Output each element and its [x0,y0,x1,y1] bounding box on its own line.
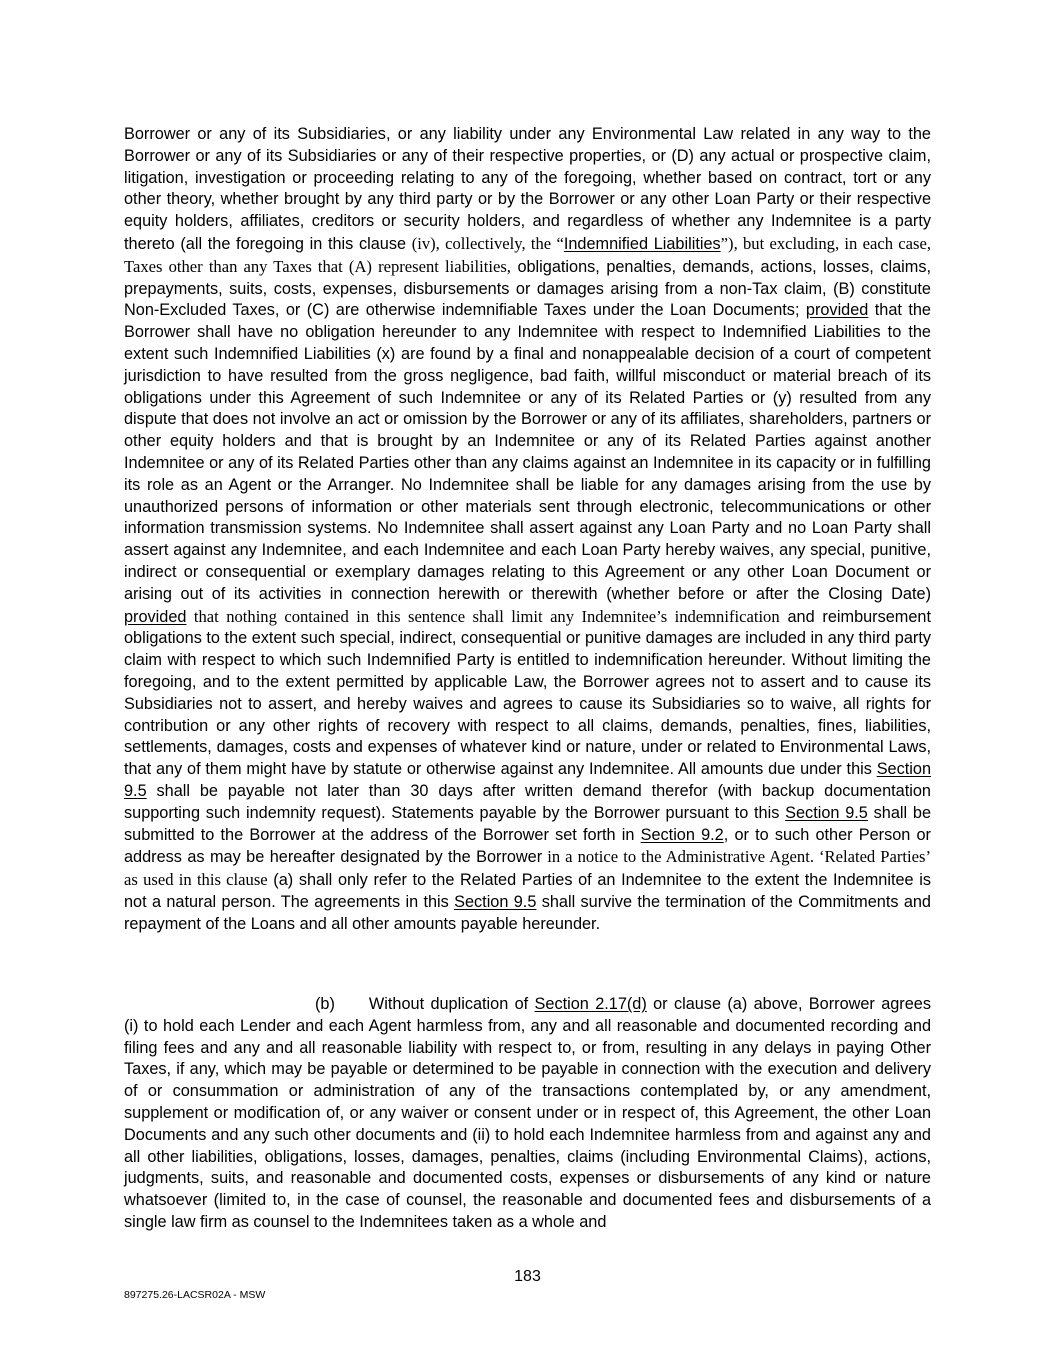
text-run: (a) shall only refer to the Related Parties of an Indemnitee to the extent the Indemnitee is not a natural person. The agreements in this [124,871,931,911]
proviso-term: provided [805,301,869,320]
text-run: Borrower or any of its Subsidiaries, or any liability under any Environmental Law related in any way to the Borrower or any of its Subsidiaries or any of their respective properties, or (D) any actual or prospective claim, litigation, investigation or proceeding relating to any of the foregoing, whether based on contract, tort or any other theory, whether brought by any third party or by the Borrower or any other Loan Party or their respective equity holders, affiliates, creditors or security holders, and regardless of whether any Indemnitee is a party thereto (all the foregoing in this clause [124,125,931,253]
text-run: ”), but excluding, in each case, Taxes other than any Taxes that (A) represent liabilities, [124,233,931,276]
section-reference: Section 9.5 [454,892,537,911]
section-reference: Section 9.5 [785,803,868,822]
text-run: Without duplication of [368,995,535,1013]
page-number: 183 [514,1268,541,1285]
section-reference: Section 9.2 [640,825,724,844]
text-run: in a notice to the Administrative Agent. ‘Related Parties’ as used in this clause [124,847,931,890]
text-run: and reimbursement obligations to the extent such special, indirect, consequential or punitive damages are included in any third party claim with respect to which such Indemnified Party is entitled to indemnification hereunder. Without limiting the foregoing, and to the extent permitted by applicable Law, the Borrower agrees not to assert and to cause its Subsidiaries not to assert, and hereby waives and agrees to cause its Subsidiaries so to waive, all rights for contribution or any other rights of recovery with respect to all claims, demands, penalties, fines, liabilities, settlements, damages, costs and expenses of whatever kind or nature, under or related to Environmental Laws, that any of them might have by statute or otherwise against any Indemnitee. All amounts due under this [124,607,931,779]
defined-term-indemnified-liabilities: Indemnified Liabilities [563,234,721,253]
text-run: shall survive the termination of the Commitments and repayment of the Loans and all other amounts payable hereunder. [124,892,931,933]
document-id-footer: 897275.26-LACSR02A - MSW [124,1289,266,1301]
text-run: or clause (a) above, Borrower agrees (i) to hold each Lender and each Agent harmless from, any and all reasonable and documented recording and filing fees and any and all reasonable liability with respect to, or from, resulting in any delays in paying Other Taxes, if any, which may be payable or determined to be payable in connection with the execution and delivery of or consummation or administration of any of the transactions contemplated by, or any amendment, supplement or modification of, or any waiver or consent under or in respect of, this Agreement, the other Loan Documents and any such other documents and (ii) to hold each Indemnitee harmless from and against any and all other liabilities, obligations, losses, damages, penalties, claims (including Environmental Claims), actions, judgments, suits, and reasonable and documented costs, expenses or disbursements of any kind or nature whatsoever (limited to, in the case of counsel, the reasonable and documented fees and disbursements of a single law firm as counsel to the Indemnitees taken as a whole and [124,995,931,1231]
clause-label: (b) [315,995,335,1013]
text-run: (iv), collectively, the “ [411,233,564,253]
paragraph-indemnification-a [124,124,931,935]
proviso-term: provided [124,607,187,626]
text-run: that nothing contained in this sentence shall limit any Indemnitee’s indemnification [186,606,780,626]
text-run: shall be payable not later than 30 days after written demand therefor (with backup documentation supporting such indemnity request). Statements payable by the Borrower pursuant to this [124,781,931,822]
text-run: obligations, penalties, demands, actions, losses, claims, prepayments, suits, costs, expenses, disbursements or damages arising from a non-Tax claim, (B) constitute Non-Excluded Taxes, or (C) are otherwise indemnifiable Taxes under the Loan Documents; [124,257,931,320]
text-run: that the Borrower shall have no obligation hereunder to any Indemnitee with respect to Indemnified Liabilities to the extent such Indemnified Liabilities (x) are found by a final and nonappealable decision of a court of competent jurisdiction to have resulted from the gross negligence, bad faith, willful misconduct or material breach of its obligations under this Agreement of such Indemnitee or any of its Related Parties or (y) resulted from any dispute that does not involve an act or omission by the Borrower or any of its affiliates, shareholders, partners or other equity holders and that is brought by an Indemnitee or any of its Related Parties against another Indemnitee or any of its Related Parties other than any claims against an Indemnitee in its capacity or in fulfilling its role as an Agent or the Arranger. No Indemnitee shall be liable for any damages arising from the use by unauthorized persons of information or other materials sent through electronic, telecommunications or other information transmission systems. No Indemnitee shall assert against any Loan Party and no Loan Party shall assert against any Indemnitee, and each Indemnitee and each Loan Party hereby waives, any special, punitive, indirect or consequential or exemplary damages relating to this Agreement or any other Loan Document or arising out of its activities in connection herewith or therewith (whether before or after the Closing Date) [124,301,931,603]
text-run: , or to such other Person or address as may be hereafter designated by the Borrower [124,825,931,867]
text-run: shall be submitted to the Borrower at the address of the Borrower set forth in [124,803,931,844]
section-reference: Section 2.17(d) [534,995,647,1013]
section-reference: Section 9.5 [124,760,931,800]
paragraph-indemnification-b [124,994,931,1234]
